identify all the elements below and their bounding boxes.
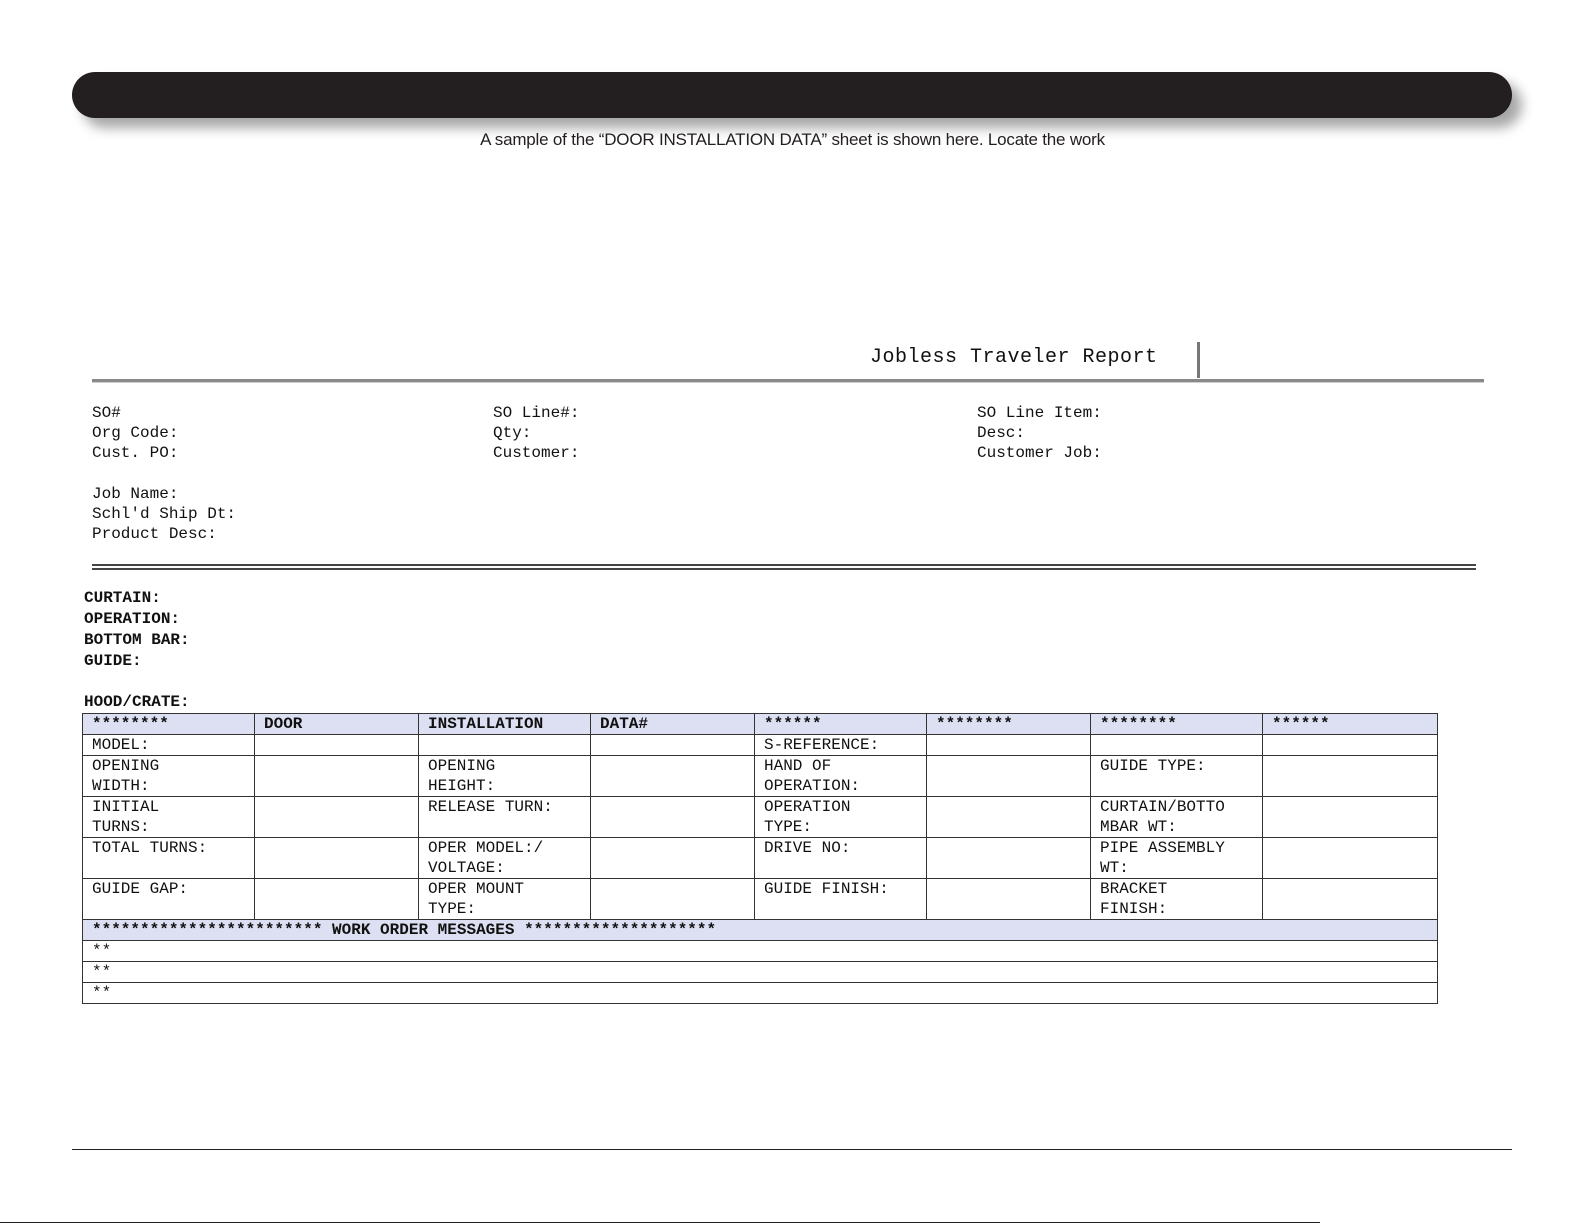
header-cell: ********: [927, 714, 1091, 735]
spec-operation: OPERATION:: [84, 610, 181, 628]
field-ship-date: Schl'd Ship Dt:: [92, 505, 237, 523]
table-cell: [255, 838, 419, 879]
table-cell: OPER MODEL:/ VOLTAGE:: [419, 838, 591, 879]
report-title: Jobless Traveler Report: [870, 346, 1158, 369]
header-rule: [92, 379, 1484, 383]
table-cell: RELEASE TURN:: [419, 797, 591, 838]
table-cell: GUIDE TYPE:: [1091, 756, 1263, 797]
door-installation-table: [82, 713, 1438, 1004]
table-cell: [1263, 838, 1438, 879]
table-cell: [255, 756, 419, 797]
table-cell: [591, 735, 755, 756]
table-cell: [1263, 756, 1438, 797]
header-cell: DATA#: [591, 714, 755, 735]
table-cell: [1263, 879, 1438, 920]
table-cell: [927, 797, 1091, 838]
field-customer: Customer:: [493, 444, 580, 462]
table-cell: OPERATION TYPE:: [755, 797, 927, 838]
table-header-row: [83, 714, 1438, 735]
spec-bottom-bar: BOTTOM BAR:: [84, 631, 190, 649]
table-cell: GUIDE FINISH:: [755, 879, 927, 920]
table-cell: HAND OF OPERATION:: [755, 756, 927, 797]
field-org-code: Org Code:: [92, 424, 179, 442]
messages-header-row: [83, 920, 1438, 941]
table-cell: INITIAL TURNS:: [83, 797, 255, 838]
bottom-rule: [0, 1222, 1320, 1223]
message-cell: **: [83, 962, 1438, 983]
table-cell: PIPE ASSEMBLY WT:: [1091, 838, 1263, 879]
message-row: [83, 983, 1438, 1004]
message-cell: **: [83, 941, 1438, 962]
table-cell: [927, 756, 1091, 797]
table-cell: [255, 797, 419, 838]
table-cell: GUIDE GAP:: [83, 879, 255, 920]
table-cell: [1091, 735, 1263, 756]
table-row: [83, 756, 1438, 797]
spec-guide: GUIDE:: [84, 652, 142, 670]
table-cell: [927, 735, 1091, 756]
double-rule: [92, 564, 1476, 570]
table-cell: CURTAIN/BOTTO MBAR WT:: [1091, 797, 1263, 838]
table-cell: [927, 879, 1091, 920]
field-qty: Qty:: [493, 424, 532, 442]
table-cell: [1263, 735, 1438, 756]
table-cell: S-REFERENCE:: [755, 735, 927, 756]
header-cell: ********: [83, 714, 255, 735]
field-product-desc: Product Desc:: [92, 525, 217, 543]
table-cell: OPENING HEIGHT:: [419, 756, 591, 797]
field-customer-job: Customer Job:: [977, 444, 1102, 462]
table-cell: [255, 879, 419, 920]
table-cell: TOTAL TURNS:: [83, 838, 255, 879]
header-cell: ******: [755, 714, 927, 735]
messages-header: ************************ WORK ORDER MESSAGES ********************: [83, 920, 1438, 941]
footer-rule: [72, 1149, 1512, 1150]
table-cell: MODEL:: [83, 735, 255, 756]
section-banner: [72, 72, 1512, 118]
header-cell: ******: [1263, 714, 1438, 735]
table-row: [83, 735, 1438, 756]
table-cell: [591, 797, 755, 838]
field-so-number: SO#: [92, 404, 121, 422]
intro-text: A sample of the “DOOR INSTALLATION DATA” sheet is shown here. Locate the work: [480, 130, 1105, 149]
message-row: [83, 941, 1438, 962]
field-desc: Desc:: [977, 424, 1026, 442]
header-cell: ********: [1091, 714, 1263, 735]
table-cell: [591, 838, 755, 879]
table-cell: DRIVE NO:: [755, 838, 927, 879]
field-job-name: Job Name:: [92, 485, 179, 503]
table-cell: OPER MOUNT TYPE:: [419, 879, 591, 920]
message-row: [83, 962, 1438, 983]
spec-hood-crate: HOOD/CRATE:: [84, 693, 190, 711]
table-cell: [591, 879, 755, 920]
header-cell: INSTALLATION: [419, 714, 591, 735]
table-cell: [419, 735, 591, 756]
field-so-line-item: SO Line Item:: [977, 404, 1102, 422]
table-cell: [927, 838, 1091, 879]
header-cell: DOOR: [255, 714, 419, 735]
field-cust-po: Cust. PO:: [92, 444, 179, 462]
table-cell: [1263, 797, 1438, 838]
spec-curtain: CURTAIN:: [84, 589, 161, 607]
table-cell: [255, 735, 419, 756]
table-cell: OPENING WIDTH:: [83, 756, 255, 797]
table-row: [83, 838, 1438, 879]
table-cell: [591, 756, 755, 797]
field-so-line: SO Line#:: [493, 404, 580, 422]
table-row: [83, 797, 1438, 838]
table-cell: BRACKET FINISH:: [1091, 879, 1263, 920]
title-cursor-bar: [1197, 342, 1200, 378]
message-cell: **: [83, 983, 1438, 1004]
table-row: [83, 879, 1438, 920]
